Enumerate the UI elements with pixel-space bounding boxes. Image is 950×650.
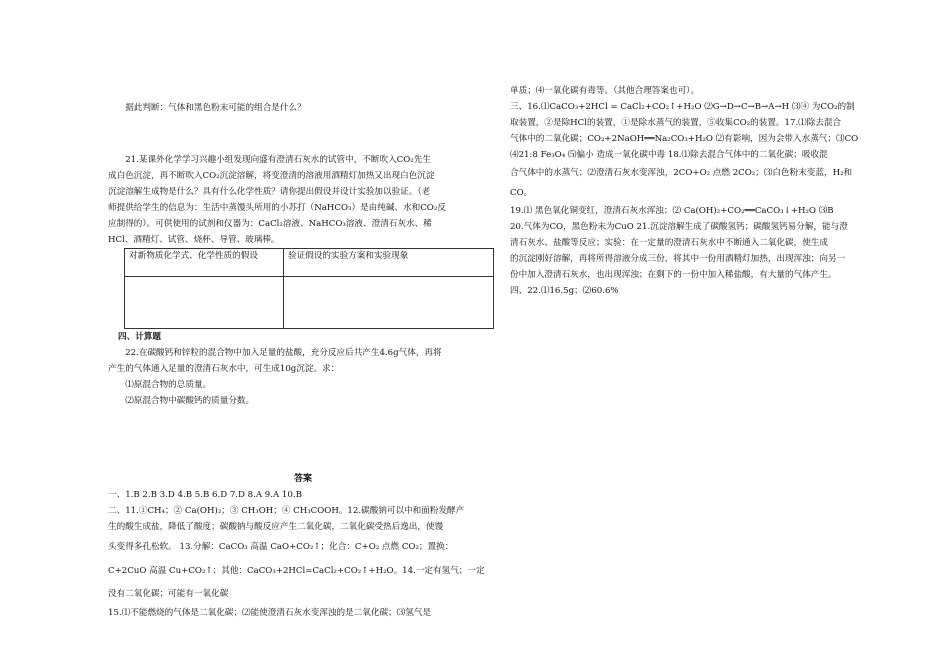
answer-line: 15.⑴不能燃烧的气体是二氧化碳；⑵能使澄清石灰水变浑浊的是二氧化碳；⑶氢气是 (108, 608, 432, 618)
q21-line: 沉淀溶解生成物是什么？具有什么化学性质？请你提出假设并设计实验加以验证。（老 (108, 187, 431, 197)
q21-text (108, 152, 498, 248)
q22-line: ⑵原混合物中碳酸钙的质量分数。 (125, 396, 255, 406)
answer-line: 头变得多孔松软。 13.分解：CaCO₃ 高温 CaO+CO₂↑；化合：C+O₂ 点燃 CO₂；置换： (108, 542, 454, 552)
q21-line: 应制得的）。可供使用的试剂和仪器为：CaCl₂溶液、NaHCO₃溶液、澄清石灰水、稀 (108, 219, 432, 229)
q22-line: ⑴原混合物的总质量。 (125, 380, 212, 390)
table-head-hypothesis: 对新物质化学式、化学性质的假设 (125, 249, 284, 277)
table-cell-empty (125, 277, 284, 329)
answer-line: 没有二氧化碳；可能有一氧化碳 (108, 589, 229, 599)
answer-line: 19.⑴ 黑色氧化铜变红，澄清石灰水浑浊；⑵ Ca(OH)₂+CO₂══CaCO₃↓+H₂O ⑶B (510, 206, 834, 216)
answer-line: 单质；⑷一氧化碳有毒等。（其他合理答案也可）。 (510, 86, 700, 96)
answers-block (108, 487, 498, 621)
answer-line: 生的酸生成盐，降低了酸度；碳酸钠与酸反应产生二氧化碳，二氧化碳受热后逸出，使馒 (108, 522, 444, 532)
answer-line: C+2CuO 高温 Cu+CO₂↑；其他：CaCO₃+2HCl=CaCl₂+CO₂↑+H₂O。14.一定有氢气；一定 (108, 566, 485, 576)
q21-line: 成白色沉淀，再不断吹入CO₂沉淀溶解，将变澄清的溶液用酒精灯加热又出现白色沉淀 (108, 171, 435, 181)
answer-line: 取装置，②是除HCl的装置，①是除水蒸气的装置，⑤收集CO₂的装置。17.⑴除去混合 (510, 118, 842, 128)
q22-line: 产生的气体通入足量的澄清石灰水中，可生成10g沉淀。求： (108, 364, 340, 374)
answer-line: 二、11.①CH₄；② Ca(OH)₂；③ CH₃OH；④ CH₃COOH。12.碳酸钠可以中和面粉发酵产 (108, 506, 465, 516)
answer-line: 合气体中的水蒸气；⑵澄清石灰水变浑浊，2CO+O₂ 点燃 2CO₂；⑶白色粉末变蓝，H₂和 (510, 168, 853, 178)
q21-line: 21.某课外化学学习兴趣小组发现向盛有澄清石灰水的试管中，不断吹入CO₂先生 (125, 155, 431, 165)
table-head-experiment: 验证假设的实验方案和实验现象 (284, 249, 494, 277)
hypothesis-table (124, 248, 494, 329)
answer-line: 20.气体为CO，黑色粉末为CuO 21.沉淀溶解生成了碳酸氢钙；碳酸氢钙易分解，能与澄 (510, 222, 848, 232)
q21-line: HCl、酒精灯、试管、烧杯、导管、玻璃棒。 (108, 235, 280, 245)
right-column (510, 83, 890, 299)
section-4-title: 四、计算题 (118, 332, 161, 342)
answer-title: 答案 (293, 474, 312, 484)
left-column (108, 100, 498, 621)
answer-line: CO。 (510, 188, 533, 198)
table-cell-empty (284, 277, 494, 329)
q22-text (108, 345, 498, 409)
answer-line: 气体中的二氧化碳；CO₂+2NaOH══Na₂CO₃+H₂O ⑵有影响，因为会带入水蒸气；⑶CO (510, 134, 859, 144)
answer-line: 三、16.⑴CaCO₃+2HCl = CaCl₂+CO₂↑+H₂O ⑵G→D→C→B→A→H ⑶④ 为CO₂的制 (510, 102, 855, 112)
answer-line: ⑷21:8 Fe₃O₄ ⑸偏小 造成一氧化碳中毒 18.⑴除去混合气体中的二氧化碳；吸收混 (510, 150, 828, 160)
answer-line: 四、22.⑴16.5g；⑵60.6% (510, 286, 619, 296)
q22-line: 22.在碳酸钙和锌粒的混合物中加入足量的盐酸，充分反应后共产生4.6g气体，再将 (125, 348, 442, 358)
answer-line: 的沉淀刚好溶解，再将所得溶液分成三份，将其中一份用酒精灯加热，出现浑浊；向另一 (510, 254, 846, 264)
answer-line: 一、1.B 2.B 3.D 4.B 5.B 6.D 7.D 8.A 9.A 10.B (108, 490, 302, 500)
answer-line: 份中加入澄清石灰水，也出现浑浊；在剩下的一份中加入稀盐酸，有大量的气体产生。 (510, 270, 837, 280)
answer-line: 清石灰水、盐酸等反应；实验：在一定量的澄清石灰水中不断通入二氧化碳，使生成 (510, 238, 828, 248)
q21-line: 师提供给学生的信息为：生活中蒸馒头所用的小苏打（NaHCO₃）是由纯碱、水和CO₂反 (108, 203, 446, 213)
q20-tail: 据此判断：气体和黑色粉末可能的组合是什么？ (125, 103, 306, 113)
